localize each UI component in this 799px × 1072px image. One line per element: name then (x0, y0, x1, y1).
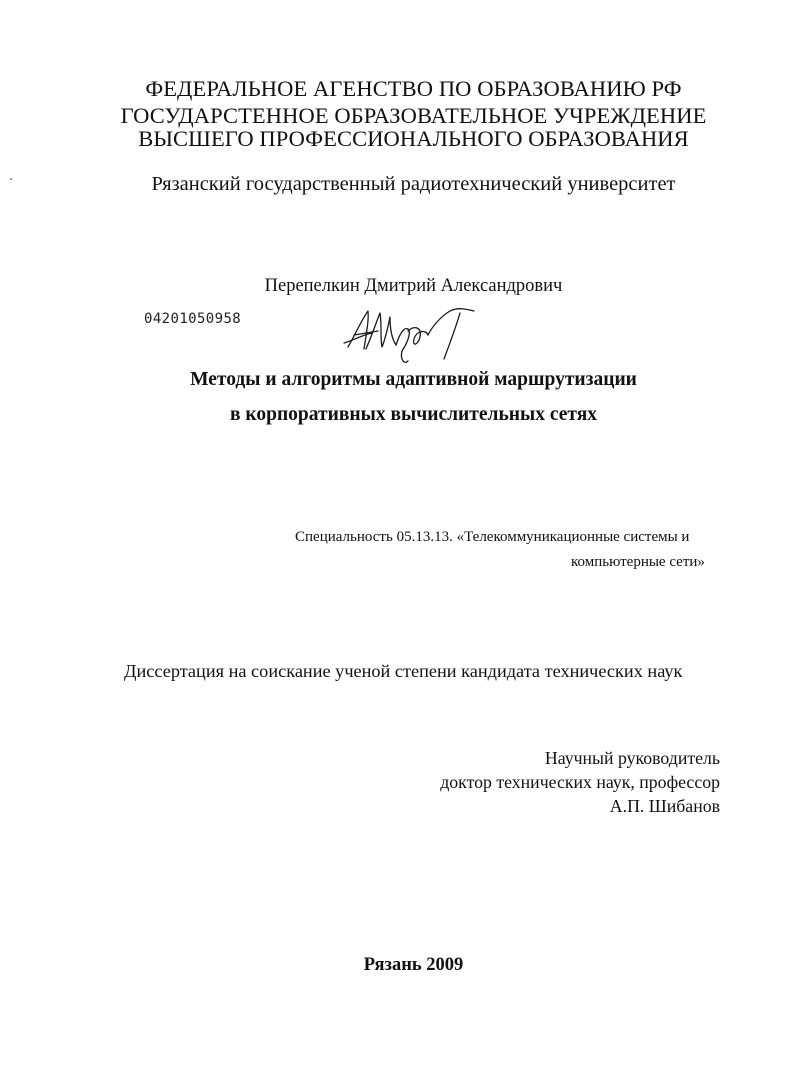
handwritten-signature (342, 305, 482, 375)
advisor-degree: доктор технических наук, профессор (440, 772, 720, 792)
university-name: Рязанский государственный радиотехнический университет (151, 173, 676, 195)
advisor-name: А.П. Шибанов (609, 796, 720, 816)
agency-line-2: ГОСУДАРСТЕННОЕ ОБРАЗОВАТЕЛЬНОЕ УЧРЕЖДЕНИЕ (120, 103, 707, 128)
author-name: Перепелкин Дмитрий Александрович (264, 276, 563, 296)
specialty-line-1: Специальность 05.13.13. «Телекоммуникационные системы и (295, 529, 690, 545)
scan-speck (10, 178, 12, 180)
city-year: Рязань 2009 (363, 955, 464, 975)
dissertation-degree: Диссертация на соискание ученой степени кандидата технических наук (124, 661, 683, 681)
agency-line-1: ФЕДЕРАЛЬНОЕ АГЕНСТВО ПО ОБРАЗОВАНИЮ РФ (145, 76, 682, 101)
dissertation-title-line-2: в корпоративных вычислительных сетях (229, 404, 598, 425)
dissertation-title-line-1: Методы и алгоритмы адаптивной маршрутизации (190, 369, 637, 390)
advisor-role: Научный руководитель (544, 748, 720, 768)
specialty-line-2: компьютерные сети» (571, 554, 705, 570)
agency-line-3: ВЫСШЕГО ПРОФЕССИОНАЛЬНОГО ОБРАЗОВАНИЯ (138, 126, 689, 151)
registration-code: 04201050958 (144, 311, 242, 327)
